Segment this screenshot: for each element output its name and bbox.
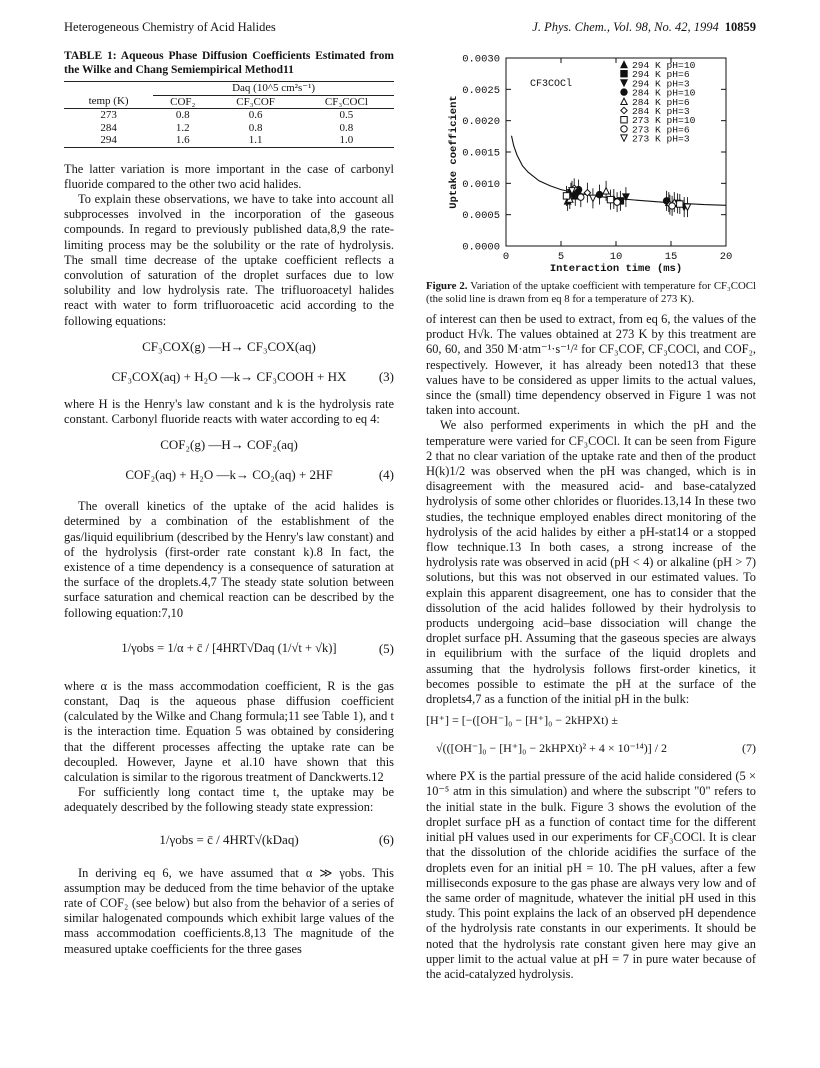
table-cell: 0.8: [175, 109, 190, 121]
paragraph: where H is the Henry's law constant and k is the hydrolysis rate constant. Carbonyl fluoride reacts with water according to eq 4:: [64, 396, 394, 426]
figure-label: Figure 2.: [426, 280, 468, 292]
table-group-header: Daq (10^5 cm²s⁻¹): [153, 82, 394, 96]
data-point: [590, 195, 596, 201]
paragraph: The overall kinetics of the uptake of the acid halides is determined by a combination of the establishment of the gas/liquid equilibrium (described by the Henry's law constant) and of the hydrolysis (first-order rate constant k).8 In fact, the existence of a time dependency is a consequence of saturation at the surface of the droplets.4,7 The steady state solution between surface saturation and chemical reaction can be described by the following equation:7,10: [64, 499, 394, 620]
y-tick-label: 0.0015: [462, 147, 500, 160]
legend-marker: [621, 61, 627, 67]
table-cell: 294: [64, 134, 153, 147]
legend-label: 294 K pH=10: [632, 60, 696, 71]
table-header: CF₃COCl: [324, 95, 368, 108]
diffusion-table: [64, 81, 394, 148]
table-cell: 0.8: [248, 121, 263, 134]
table-cell: 0.8: [339, 121, 354, 134]
legend-label: 273 K pH=6: [632, 124, 690, 136]
table-row: [64, 134, 394, 147]
figure-caption-text: Variation of the uptake coefficient with temperature for CF₃COCl (the solid line is drawn from eq 8 for a temperature of 273 K).: [426, 280, 756, 305]
x-tick-label: 5: [557, 251, 565, 263]
legend-marker: [621, 126, 627, 132]
paragraph: We also performed experiments in which the pH and the temperature were varied for CF₃COCl. It can be seen from Figure 2 that no clear variation of the uptake rate and then of the product H(k)1/2 was observed when the pH was changed, which is in disagreement with the measured acid- and base-catalyzed hydrolysis of some other chlorides or fluorides.13,14 In these two studies, the technique employed enables direct monitoring of the hydrolysis of the acid halides by either a pH-stat14 or a stopped flow technique.13 In both cases, a strong increase of the hydrolysis rate was observed in acid (pH < 4) or alkaline (pH > 7) solutions, but this was not observed in our estimated values. To explain this apparent disagreement, one has to consider that the dissolution of the acid halides followed by their hydrolysis to products undergoing acid–base dissociation will change the droplet surface pH. Assuming that the gaseous species are always in equilibrium with the surface of the liquid droplets and assuming that the hydrolysis follows first-order kinetics, it becomes possible to estimate the pH at the surface of the droplets4,7 as a function of the initial pH in the bulk:: [426, 418, 756, 707]
table-header: COF₂: [170, 95, 196, 108]
paragraph: To explain these observations, we have to take into account all subprocesses involved in the incorporation of the gaseous compounds. In regard to previously published data,8,9 the rate-limiting process may be the solubility or the rate of hydrolysis. The small time decrease of the uptake coefficient reflects a convolution of saturation of the droplet surfaces due to low solubility and low hydrolysis rate. The trifluoroacetyl halides react with water to form trifluoroacetic acid according to the following equations:: [64, 191, 394, 328]
legend-marker: [621, 71, 627, 77]
y-tick-label: 0.0030: [462, 53, 500, 66]
table-cell: 1.1: [212, 134, 298, 147]
legend-label: 294 K pH=6: [632, 69, 690, 81]
table-cell: 0.5: [339, 109, 354, 121]
paragraph: of interest can then be used to extract, from eq 6, the values of the product H√k. The values obtained at 273 K by this treatment are 60, 60, and 350 M·atm⁻¹·s⁻¹/² for CF₃COF, CF₃COCl, and COF₂, respectively. However, it has already been noted13 that these values have to be considered as upper limits to the actual values, since the (small) time dependency observed in Figure 1 was not taken into account.: [426, 312, 756, 418]
legend-label: 273 K pH=3: [632, 133, 690, 145]
chart-annotation: CF3COCl: [530, 79, 573, 90]
data-point: [669, 203, 675, 209]
table-cell: 1.2: [175, 121, 190, 134]
left-column: [64, 50, 394, 957]
legend-marker: [621, 98, 627, 104]
fit-curve: [512, 133, 727, 206]
equation-6: [64, 816, 394, 866]
equation-number: (6): [378, 831, 394, 847]
equation-7: [426, 707, 756, 769]
data-point: [607, 196, 613, 202]
figure-2-chart: [426, 46, 756, 276]
data-point: [677, 201, 683, 207]
journal-name: J. Phys. Chem., Vol. 98, No. 42, 1994: [532, 20, 719, 34]
legend-marker: [621, 117, 627, 123]
x-tick-label: 20: [719, 251, 733, 263]
paragraph: where PX is the partial pressure of the acid halide considered (5 × 10⁻⁵ atm in this simulation) and where the subscript "0" refers to the initial state in the bulk. Figure 3 shows the evolution of the droplet surface pH as a function of contact time for the different initial pH values used in our experiments for CF₃COCl. It is clear that the dissolution of the chloride acidifies the surface of the droplets even for an initial pH = 10. The pH values, after a few milliseconds exposure to the gas phase are always very low and of the same order of magnitude, whatever the initial pH used in this study. This point explains the lack of an observed pH dependence of the hydrolysis rate constants in our experiments. It should be noted that the hydrolysis rate constant given here may give an upper limit to the actual value at pH = 7 in pure water because of the acid-catalyzed hydrolysis.: [426, 769, 756, 981]
equation-text: COF₂(aq) + H₂O —k→ CO₂(aq) + 2HF: [125, 467, 333, 483]
paragraph: For sufficiently long contact time t, the uptake may be adequately described by the following steady state expression:: [64, 785, 394, 815]
table-cell: 1.0: [299, 134, 394, 147]
data-point: [603, 188, 609, 194]
data-point: [596, 191, 602, 197]
x-axis-label: Interaction time (ms): [549, 263, 683, 275]
legend-label: 284 K pH=6: [632, 96, 690, 108]
legend-marker: [621, 89, 627, 95]
table-caption: TABLE 1: Aqueous Phase Diffusion Coefficients Estimated from the Wilke and Chang Semiempirical Method11: [64, 50, 394, 76]
equation-text: 1/γobs = 1/α + c̄ / [4HRT√Daq (1/√t + √k)]: [121, 640, 337, 655]
equation-4: [64, 465, 394, 499]
paragraph: In deriving eq 6, we have assumed that α ≫ γobs. This assumption may be deduced from the time behavior of the uptake rate of COF₂ (see below) but also from the behavior of a series of similar halogenated compounds which exhibit large values of the mass accommodation coefficients.8,13 The magnitude of the measured uptake coefficients for the three gases: [64, 865, 394, 956]
table-row: [64, 109, 394, 122]
equation-text: 1/γobs = c̄ / 4HRT√(kDaq): [159, 831, 299, 847]
y-tick-label: 0.0010: [462, 178, 500, 191]
table-cell: 0.6: [248, 109, 263, 121]
table-header: CF₃COF: [236, 95, 275, 108]
y-tick-label: 0.0020: [462, 116, 500, 129]
equation-number: (3): [378, 368, 394, 384]
equation-henry-cof2: [64, 427, 394, 465]
table-header-row: [64, 95, 394, 109]
equation-text: [H⁺] = [−([OH⁻]₀ − [H⁺]₀ − 2kHPXt) ±: [426, 713, 618, 728]
data-point: [578, 194, 584, 200]
legend-label: 273 K pH=10: [632, 115, 696, 127]
paragraph: The latter variation is more important in the case of carbonyl fluoride compared to the other two acid halides.: [64, 161, 394, 191]
equation-3: [64, 367, 394, 397]
chart-svg: [426, 46, 756, 286]
y-tick-label: 0.0005: [462, 210, 500, 223]
y-tick-label: 0.0025: [462, 84, 500, 97]
equation-henry-cf3cox: [64, 329, 394, 367]
equation-number: (5): [378, 640, 394, 656]
paragraph: where α is the mass accommodation coefficient, R is the gas constant, Daq is the aqueous phase diffusion coefficient (calculated by the Wilke and Chang formula;11 see Table 1), and t is the interaction time. Equation 5 was obtained by considering that the different processes affecting the uptake rate can be decoupled. However, Jayne et al.10 have shown that this calculation is similar to the rigorous treatment of Danckwerts.12: [64, 678, 394, 784]
data-point: [563, 193, 569, 199]
table-cell: 284: [100, 121, 117, 134]
equation-text: CF₃COX(aq) + H₂O —k→ CF₃COOH + HX: [111, 368, 347, 384]
equation-text: √(([OH⁻]₀ − [H⁺]₀ − 2kHPXt)² + 4 × 10⁻¹⁴)] / 2: [436, 741, 668, 756]
y-tick-label: 0.0000: [462, 241, 500, 254]
legend-marker: [621, 80, 627, 86]
legend-marker: [621, 107, 627, 113]
table-cell: 273: [100, 109, 117, 121]
right-column: [426, 46, 756, 982]
legend-label: 284 K pH=3: [632, 106, 690, 117]
x-tick-label: 10: [609, 251, 623, 263]
table-cell: 1.6: [153, 134, 212, 147]
journal-citation: [532, 20, 756, 35]
data-point: [614, 199, 620, 205]
equation-text: COF₂(g) —H→ COF₂(aq): [160, 437, 298, 453]
equation-number: (4): [378, 467, 394, 483]
x-tick-label: 0: [502, 251, 510, 263]
page-number: 10859: [724, 20, 756, 34]
legend-label: 294 K pH=3: [632, 78, 690, 90]
x-tick-label: 15: [664, 251, 678, 263]
equation-5: [64, 621, 394, 679]
equation-number: (7): [742, 741, 756, 756]
legend-label: 284 K pH=10: [632, 87, 696, 99]
y-axis-label: Uptake coefficient: [448, 95, 460, 209]
equation-text: CF₃COX(g) —H→ CF₃COX(aq): [142, 338, 316, 354]
running-header: Heterogeneous Chemistry of Acid Halides: [64, 20, 276, 34]
legend-marker: [621, 135, 627, 141]
table-row: [64, 122, 394, 135]
table-header: temp (K): [88, 95, 129, 108]
